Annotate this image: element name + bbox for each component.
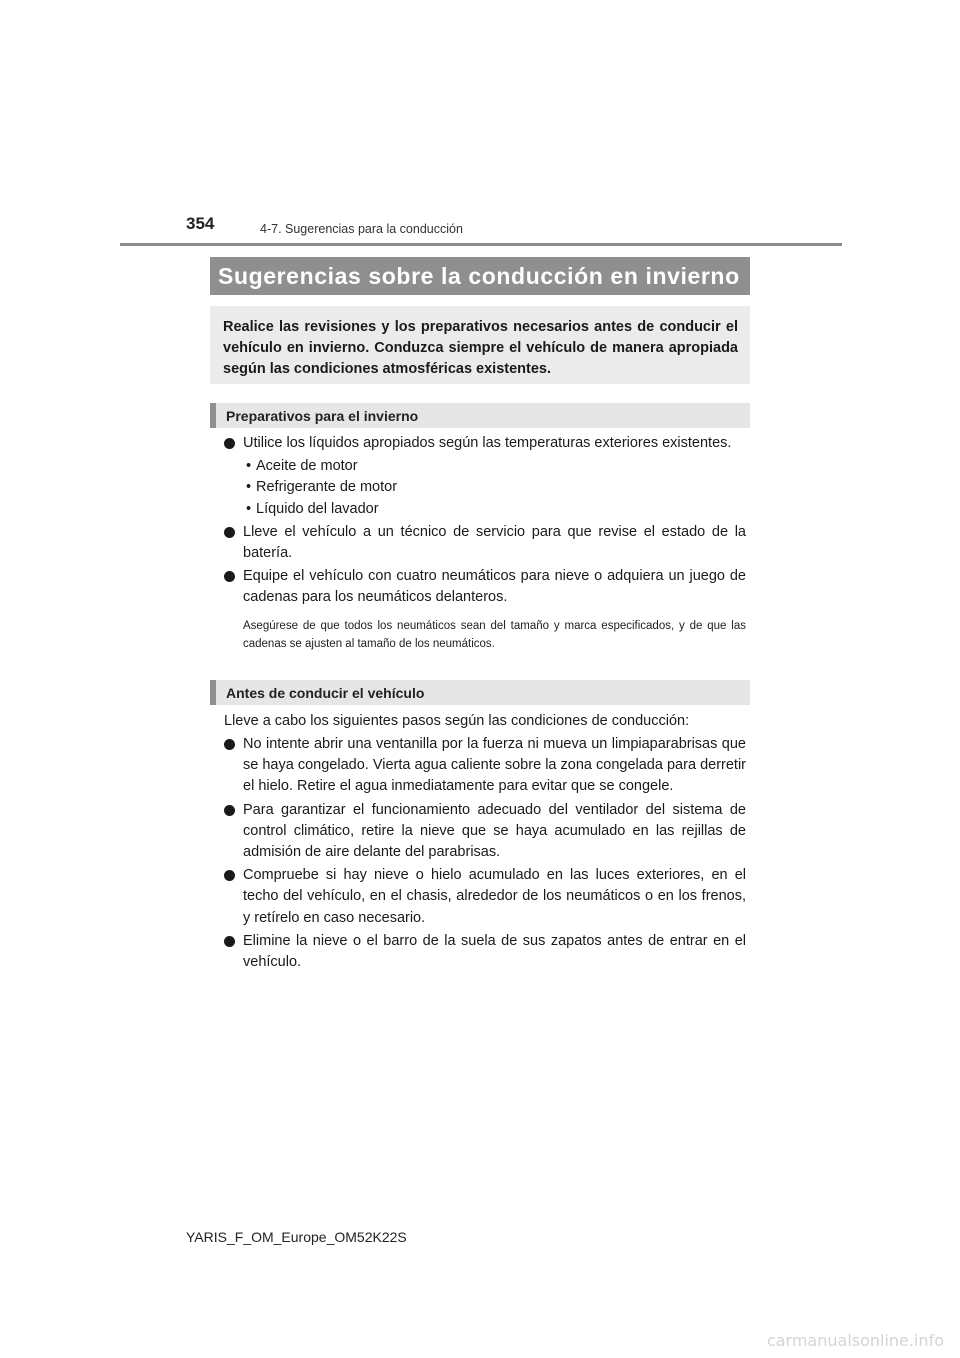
list-item <box>224 800 746 864</box>
watermark: carmanualsonline.info <box>766 1331 944 1350</box>
intro-text: Realice las revisiones y los preparativos necesarios antes de conducir el vehículo en invierno. Conduzca siempre el vehículo de manera apropiada según las condiciones atmosféricas existentes. <box>223 319 738 377</box>
list-item-text: Compruebe si hay nieve o hielo acumulado en las luces exteriores, en el techo del vehículo, en el chasis, alrededor de los neumáticos o en los frenos, y retírelo en caso necesario. <box>243 867 746 926</box>
lead-text: Lleve a cabo los siguientes pasos según las condiciones de conducción: <box>224 713 690 729</box>
sub-list-item-text: Refrigerante de motor <box>256 479 398 496</box>
list-item <box>224 931 746 973</box>
section-winter-prep-content <box>224 433 746 654</box>
sub-list-item-text: Líquido del lavador <box>256 500 379 517</box>
sub-bullet-icon: • <box>246 500 252 517</box>
list-item-text: Utilice los líquidos apropiados según las temperaturas exteriores existentes. <box>243 435 732 451</box>
title-bar <box>210 257 750 295</box>
list-item <box>224 566 746 608</box>
section-header-winter-prep <box>210 403 750 428</box>
section-heading: Antes de conducir el vehículo <box>226 684 425 701</box>
list-item-text: Lleve el vehículo a un técnico de servicio para que revise el estado de la batería. <box>243 523 746 562</box>
sub-list-item <box>224 477 746 498</box>
document-code: YARIS_F_OM_Europe_OM52K22S <box>186 1229 407 1245</box>
sub-list-item <box>224 456 746 477</box>
sub-bullet-icon: • <box>246 479 252 496</box>
sub-list-item-text: Aceite de motor <box>256 458 358 475</box>
bullet-icon <box>224 739 235 750</box>
list-item-text: Elimine la nieve o el barro de la suela de sus zapatos antes de entrar en el vehículo. <box>243 932 746 971</box>
bullet-icon <box>224 870 235 881</box>
section-before-driving-content <box>224 711 746 975</box>
section-header-before-driving <box>210 680 750 705</box>
bullet-icon <box>224 571 235 582</box>
page-number: 354 <box>186 214 215 233</box>
list-item-text: Equipe el vehículo con cuatro neumáticos para nieve o adquiera un juego de cadenas para los neumáticos delanteros. <box>243 568 746 606</box>
list-item-text: Para garantizar el funcionamiento adecuado del ventilador del sistema de control climático, retire la nieve que se haya acumulado en las rejillas de admisión de aire delante del parabrisas. <box>243 801 746 861</box>
sub-list-item <box>224 499 746 520</box>
header-divider <box>120 243 842 246</box>
section-reference: 4-7. Sugerencias para la conducción <box>260 222 463 236</box>
page-title: Sugerencias sobre la conducción en invierno <box>218 262 740 289</box>
bullet-icon <box>224 527 235 538</box>
list-item-text: No intente abrir una ventanilla por la fuerza ni mueva un limpiaparabrisas que se haya congelado. Vierta agua caliente sobre la zona congelada para derretir el hielo. Retire el agua inmediatamente para evitar que se congele. <box>243 736 746 795</box>
list-item <box>224 522 746 564</box>
section-heading: Preparativos para el invierno <box>226 407 419 424</box>
bullet-icon <box>224 438 235 449</box>
list-item <box>224 433 746 454</box>
sub-bullet-icon: • <box>246 458 252 475</box>
list-item <box>224 865 746 929</box>
intro-box <box>210 306 750 384</box>
bullet-icon <box>224 936 235 947</box>
note-text: Asegúrese de que todos los neumáticos sean del tamaño y marca especificados, y de que las cadenas se ajusten al tamaño de los neumáticos. <box>243 619 746 651</box>
list-item <box>224 734 746 798</box>
bullet-icon <box>224 805 235 816</box>
